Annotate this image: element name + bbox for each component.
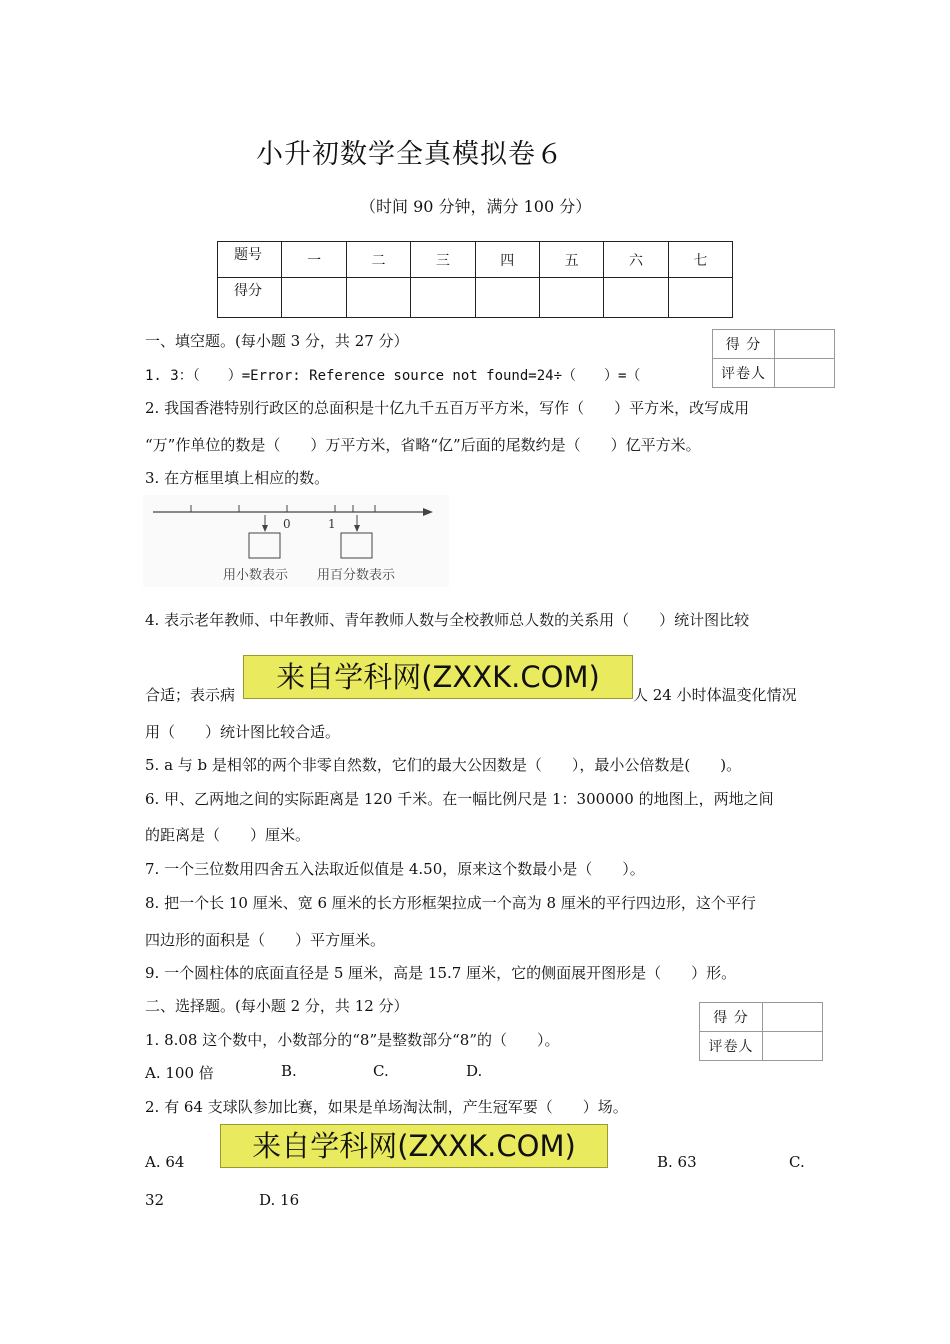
question-1-4a: 4. 表示老年教师、中年教师、青年教师人数与全校教师总人数的关系用（ ）统计图比较 (145, 611, 750, 629)
question-1-4b-right: 人 24 小时体温变化情况 (633, 686, 797, 704)
score-value-cell (411, 278, 475, 318)
score-table-header-row (218, 242, 733, 278)
option-2-2-d: D. 16 (259, 1191, 300, 1209)
watermark-banner: 来自学科网(ZXXK.COM) (243, 655, 633, 699)
decimal-answer-box (249, 533, 280, 558)
grader-name-label: 评卷人 (700, 1032, 763, 1061)
percent-pointer-head (354, 525, 360, 532)
score-header-cell: 四 (475, 242, 539, 278)
question-1-1: 1. 3：（ ）=Error: Reference source not found=24÷（ ）=（ (145, 368, 641, 384)
section1-heading: 一、填空题。(每小题 3 分，共 27 分） (145, 332, 409, 350)
grader-score-cell (763, 1003, 823, 1032)
grader-name-cell (775, 359, 835, 388)
question-1-4b-left: 合适；表示病 (145, 686, 236, 704)
decimal-pointer-head (262, 525, 268, 532)
grader-score-label: 得 分 (713, 330, 775, 359)
exam-subtitle: （时间 90 分钟，满分 100 分） (360, 197, 592, 216)
grader-name-label: 评卷人 (713, 359, 775, 388)
score-table (217, 241, 733, 318)
grader-score-cell (775, 330, 835, 359)
question-1-6b: 的距离是（ ）厘米。 (145, 826, 311, 844)
section2-heading: 二、选择题。(每小题 2 分，共 12 分） (145, 997, 409, 1015)
question-2-2: 2. 有 64 支球队参加比赛，如果是单场淘汰制，产生冠军要（ ）场。 (145, 1098, 628, 1116)
score-row-label: 得分 (218, 278, 282, 318)
option-2-1-a: A. 100 倍 (145, 1064, 214, 1082)
score-value-cell (475, 278, 539, 318)
question-1-7: 7. 一个三位数用四舍五入法取近似值是 4.50，原来这个数最小是（ ）。 (145, 860, 645, 878)
score-value-cell (604, 278, 668, 318)
tick-label-zero: 0 (283, 517, 291, 531)
option-2-2-c: C. (789, 1153, 805, 1171)
option-2-1-b: B. (281, 1062, 297, 1080)
percent-box-label: 用百分数表示 (317, 568, 396, 583)
option-2-1-d: D. (466, 1062, 483, 1080)
score-header-label: 题号 (218, 242, 282, 278)
watermark-banner: 来自学科网(ZXXK.COM) (220, 1124, 608, 1168)
question-1-4c: 用（ ）统计图比较合适。 (145, 723, 341, 741)
question-1-9: 9. 一个圆柱体的底面直径是 5 厘米，高是 15.7 厘米，它的侧面展开图形是（ ）形。 (145, 964, 737, 982)
page-title: 小升初数学全真模拟卷６ (256, 139, 564, 170)
question-1-6a: 6. 甲、乙两地之间的实际距离是 120 千米。在一幅比例尺是 1：300000 的地图上，两地之间 (145, 790, 774, 808)
number-line-arrow (423, 508, 433, 516)
question-1-2a: 2. 我国香港特别行政区的总面积是十亿九千五百万平方米，写作（ ）平方米，改写成用 (145, 399, 750, 417)
score-value-cell (539, 278, 603, 318)
option-2-2-c-value: 32 (145, 1191, 165, 1209)
option-2-1-c: C. (373, 1062, 389, 1080)
section1-grader-box (712, 329, 835, 388)
decimal-box-label: 用小数表示 (223, 568, 289, 583)
score-header-cell: 五 (539, 242, 603, 278)
score-header-cell: 一 (282, 242, 346, 278)
question-1-8a: 8. 把一个长 10 厘米、宽 6 厘米的长方形框架拉成一个高为 8 厘米的平行四边形，这个平行 (145, 894, 756, 912)
section2-grader-box (699, 1002, 823, 1061)
question-1-8b: 四边形的面积是（ ）平方厘米。 (145, 931, 386, 949)
grader-name-cell (763, 1032, 823, 1061)
score-table-value-row (218, 278, 733, 318)
option-2-2-a: A. 64 (145, 1153, 185, 1171)
number-line-figure (143, 495, 449, 587)
score-header-cell: 七 (668, 242, 732, 278)
percent-answer-box (341, 533, 372, 558)
question-1-3: 3. 在方框里填上相应的数。 (145, 469, 330, 487)
score-header-cell: 六 (604, 242, 668, 278)
score-header-cell: 三 (411, 242, 475, 278)
question-1-5: 5. a 与 b 是相邻的两个非零自然数，它们的最大公因数是（ ），最小公倍数是( )。 (145, 756, 742, 774)
score-header-cell: 二 (346, 242, 410, 278)
question-2-1: 1. 8.08 这个数中，小数部分的“8”是整数部分“8”的（ ）。 (145, 1031, 560, 1049)
score-value-cell (346, 278, 410, 318)
tick-label-one: 1 (328, 517, 336, 531)
score-value-cell (282, 278, 346, 318)
option-2-2-b: B. 63 (657, 1153, 697, 1171)
grader-score-label: 得 分 (700, 1003, 763, 1032)
question-1-2b: “万”作单位的数是（ ）万平方米，省略“亿”后面的尾数约是（ ）亿平方米。 (145, 436, 701, 454)
score-value-cell (668, 278, 732, 318)
